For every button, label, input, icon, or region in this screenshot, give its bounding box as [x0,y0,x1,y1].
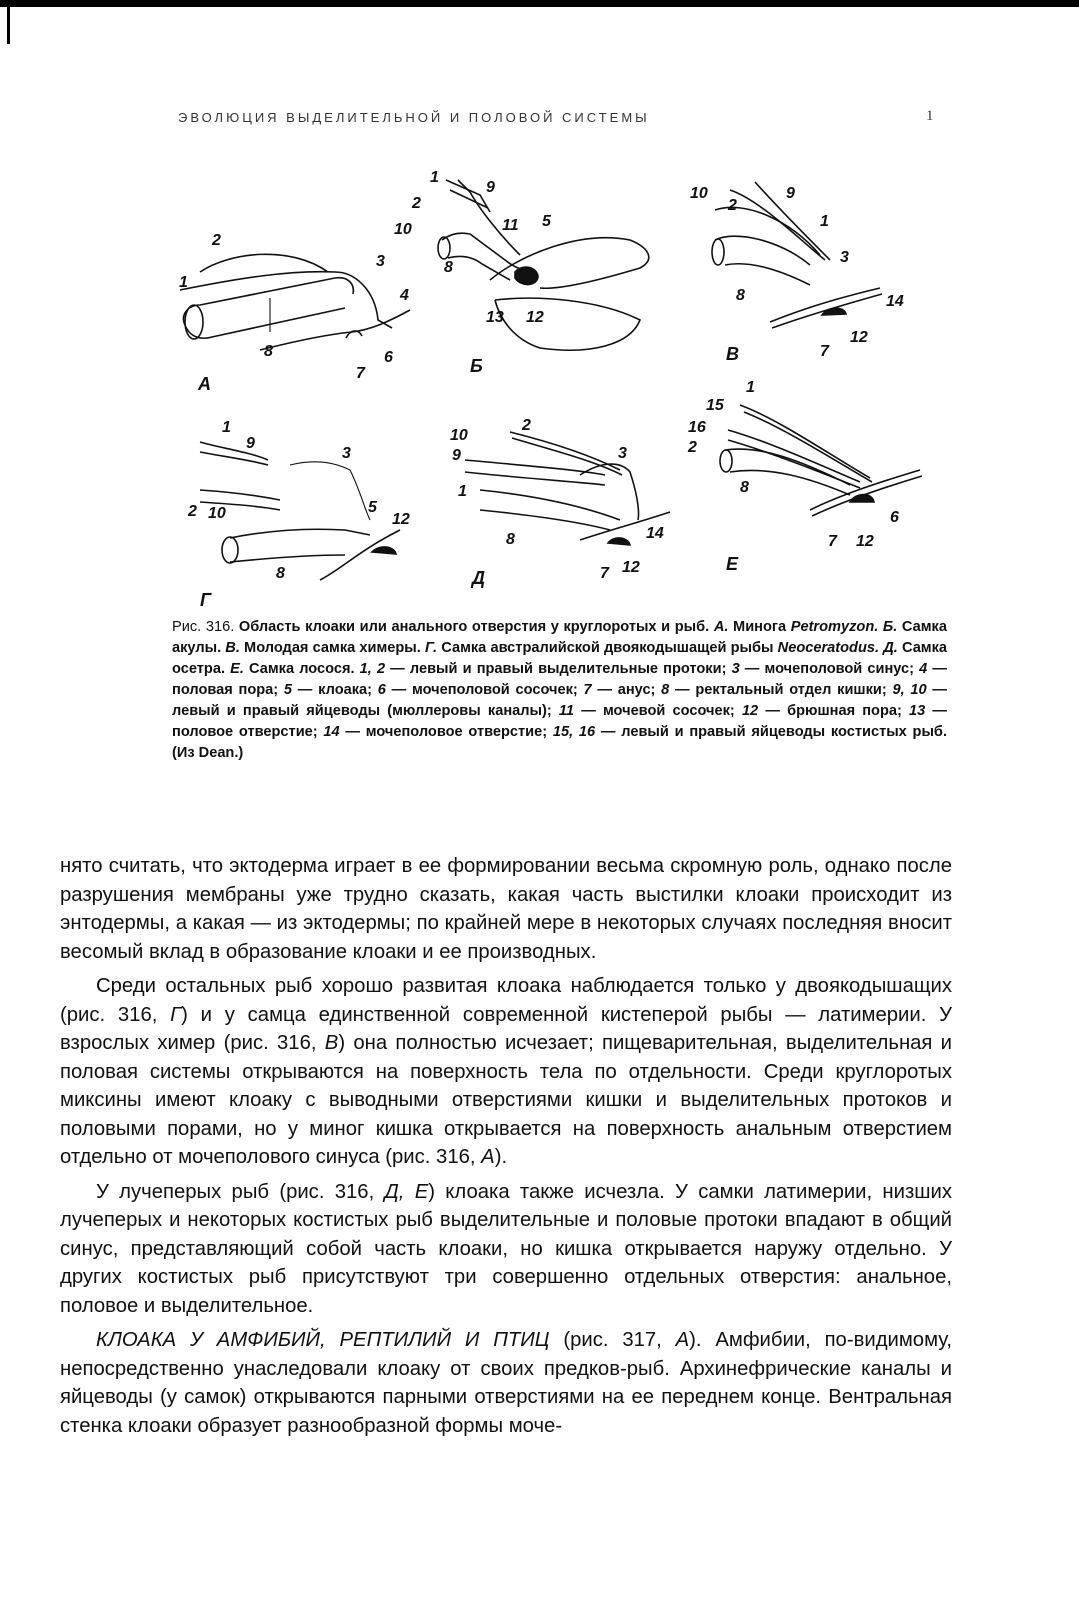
panel-b-label-1: 1 [430,169,439,186]
panel-b-rectum-top [442,233,535,270]
figure-caption: Рис. 316. Область клоаки или анального отверстия у круглоротых и рыб. А. Минога Petromyzon. Б. Самка акулы. В. Молодая самка химеры. Г. Самка австралийской двоякодышащей рыбы Neoceratodus. Д. Самка осетра. Е. Самка лосося. 1, 2 — левый и правый выделительные протоки; 3 — мочеполовой синус; 4 — половая пора; 5 — клоака; 6 — мочеполовой сосочек; 7 — анус; 8 — ректальный отдел кишки; 9, 10 — левый и правый яйцеводы (мюллеровы каналы); 11 — мочевой сосочек; 12 — брюшная пора; 13 — половое отверстие; 14 — мочеполовое отверстие; 15, 16 — левый и правый яйцеводы костистых рыб. (Из Dean.) [172,619,948,761]
panel-b-label-10: 10 [394,221,412,238]
panel-letter-g: Г [200,590,212,610]
panel-v-rectum-bottom [725,264,810,285]
panel-b-fin-lower [495,298,640,350]
running-head: ЭВОЛЮЦИЯ ВЫДЕЛИТЕЛЬНОЙ И ПОЛОВОЙ СИСТЕМЫ [178,110,650,125]
panel-d-label-10: 10 [450,427,468,444]
panel-g-cloaca [372,547,396,554]
panel-v-label-14: 14 [886,293,904,310]
panel-a-duct-lower [180,272,335,290]
panel-v-label-7: 7 [820,343,829,360]
panel-e-oviduct-1 [728,430,860,482]
panel-b-label-12: 12 [526,309,544,326]
panel-v-rectum-top [715,236,810,265]
panel-d [450,417,670,588]
panel-a-label-7: 7 [356,365,365,382]
panel-e-label-2: 2 [688,439,697,456]
panel-e-label-15: 15 [706,397,724,414]
figure-ref: Д, Е [384,1180,429,1203]
panel-e-label-16: 16 [688,419,706,436]
panel-v-label-9: 9 [786,185,795,202]
panel-v-label-3: 3 [840,249,849,266]
panel-v-body-wall-1 [770,288,880,322]
panel-d-label-3: 3 [618,445,627,462]
panel-v-anus [822,308,846,315]
panel-letter-e: Е [726,554,739,574]
panel-b-fin-upper [490,238,649,289]
paragraph-3: У лучеперых рыб (рис. 316, Д, Е) клоака также исчезла. У самки латимерии, низших лучеперых и некоторых костистых рыб выделительные и половые протоки впадают в общий синус, представляющий собой часть клоаки, но кишка открывается наружу отдельно. У других костистых рыб присутствуют три совершенно отдельных отверстия: анальное, половое и выделительное. [60,1180,953,1317]
panel-b-label-2: 2 [412,195,421,212]
page-number: 1 [926,108,934,124]
body-text [60,852,952,1440]
panel-b-label-5: 5 [542,213,551,230]
panel-a-label-8: 8 [264,343,273,360]
paragraph-2: Среди остальных рыб хорошо развитая клоака наблюдается только у двоякодышащих (рис. 316, Г) и у самца единственной современной кистеперой рыбы — латимерии. У взрослых химер (рис. 316, В) она полностью исчезает; пищеварительная, выделительная и половая системы открываются на поверхность тела по отдельности. Среди круглоротых миксины имеют клоаку с выводными отверстиями кишки и выделительных протоков и половыми порами, но у миног кишка открывается на поверхность анальным отверстием отдельно от мочеполового синуса (рис. 316, А). [60,975,953,1168]
panel-a-label-6: 6 [384,349,393,366]
panel-d-label-2: 2 [522,417,531,434]
panel-g-label-2: 2 [188,503,197,520]
panel-g-label-3: 3 [342,445,351,462]
panel-e-label-1: 1 [746,379,755,396]
panel-d-duct-4 [465,472,605,485]
panel-a-rectum-bottom [185,308,345,338]
panel-e-label-7: 7 [828,533,837,550]
panel-a-duct-upper [200,254,328,272]
figure-ref: А [675,1329,690,1351]
panel-v-label-1: 1 [820,213,829,230]
panel-a [179,232,410,394]
panel-a-rectum-opening [185,305,203,339]
panel-g-rectum-top [230,529,370,538]
panel-d-label-9: 9 [452,447,461,464]
panel-v-rectum-opening [712,239,724,265]
panel-letter-a: А [198,374,211,394]
panel-a-label-3: 3 [376,253,385,270]
panel-g [187,419,410,610]
panel-e-label-12: 12 [856,533,874,550]
panel-g-rectum-opening [222,537,238,563]
panel-d-label-1: 1 [458,483,467,500]
panel-a-body-wall [260,310,410,350]
panel-g-label-8: 8 [276,565,285,582]
panel-b-cloaca [515,267,538,285]
panel-g-duct-2 [200,452,268,465]
panel-b-rectum-bottom [448,256,510,280]
panel-b-label-11: 11 [502,217,519,234]
panel-b-label-9: 9 [486,179,495,196]
panel-v-label-8: 8 [736,287,745,304]
panel-d-anus [608,538,630,545]
panel-a-label-2: 2 [212,232,221,249]
panel-d-label-12: 12 [622,559,640,576]
figure-ref: А [481,1146,495,1168]
panel-g-oviduct-1 [200,490,280,500]
section-heading: КЛОАКА У АМФИБИЙ, РЕПТИЛИЙ И ПТИЦ [96,1329,550,1351]
panel-d-label-8: 8 [506,531,515,548]
panel-b-label-8: 8 [444,259,453,276]
panel-e-label-6: 6 [890,509,899,526]
figure-316-drawing [160,160,950,615]
panel-g-sinus [290,462,370,520]
panel-b [394,169,649,376]
panel-d-label-14: 14 [646,525,664,542]
panel-v-label-12: 12 [850,329,868,346]
caption-figure-number: Рис. 316. [172,619,235,635]
panel-g-label-12: 12 [392,511,410,528]
panel-v-duct-1 [715,207,820,255]
panel-d-label-7: 7 [600,565,609,582]
panel-a-label-4: 4 [400,287,409,304]
figure-ref: В [324,1032,339,1054]
panel-e [687,379,922,574]
panel-g-label-10: 10 [208,505,226,522]
panel-d-rectum-bottom [480,510,610,530]
panel-b-rectum-opening [438,237,450,259]
panel-letter-d: Д [472,568,485,588]
paragraph-1: нято считать, что эктодерма играет в ее формировании весьма скромную роль, однако после разрушения мембраны уже трудно сказать, какая часть выстилки клоаки происходит из энтодермы, а какая — из эктодермы; по крайней мере в некоторых случаях последняя вносит весомый вклад в образование клоаки и ее производных. [60,855,952,963]
figure-ref: Г [170,1003,182,1026]
panel-g-label-9: 9 [246,435,255,452]
panel-v-duct-2 [730,190,825,260]
panel-v [690,182,904,364]
panel-a-label-1: 1 [179,274,188,291]
figure-316 [160,160,950,615]
panel-b-duct-1 [446,180,490,212]
panel-a-sinus [335,272,392,328]
panel-e-anus [850,495,874,503]
panel-v-label-10: 10 [690,185,708,202]
panel-g-label-5: 5 [368,499,377,516]
panel-g-rectum-bottom [230,555,345,562]
panel-e-label-8: 8 [740,479,749,496]
paragraph-4: КЛОАКА У АМФИБИЙ, РЕПТИЛИЙ И ПТИЦ (рис. 317, А). Амфибии, по-видимому, непосредственно унаследовали клоаку от своих предков-рыб. Архинефрические каналы и яйцеводы (у самок) открываются парными отверстиями на ее переднем конце. Вентральная стенка клоаки образует разнообразной формы моче- [60,1329,952,1437]
panel-letter-v: В [726,344,739,364]
panel-v-label-2: 2 [728,197,737,214]
panel-g-label-1: 1 [222,419,231,436]
panel-letter-b: Б [470,356,483,376]
panel-b-label-13: 13 [486,309,504,326]
corner-mark [7,4,10,44]
panel-d-rectum-top [480,490,620,520]
panel-e-rectum-opening [720,450,732,472]
top-border-rule [0,0,1079,7]
